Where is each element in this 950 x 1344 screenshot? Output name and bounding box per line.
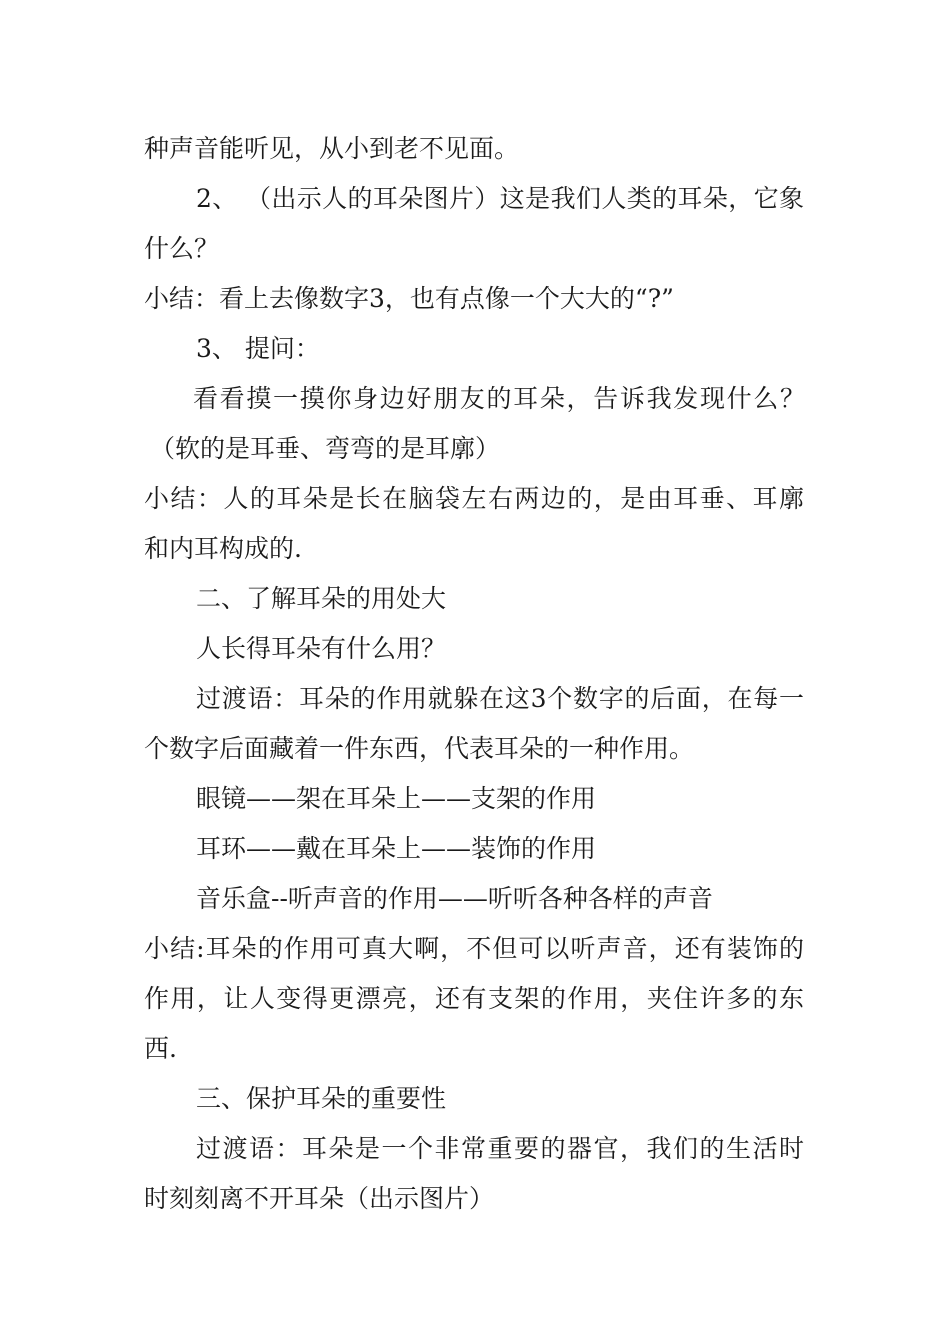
text-line: 人长得耳朵有什么用？ (196, 634, 447, 663)
summary-line: 小结：人的耳朵是长在脑袋左右两边的，是由耳垂、耳廓 (144, 484, 804, 513)
text-line: 过渡语：耳朵是一个非常重要的器官，我们的生活时 (196, 1134, 804, 1163)
text-line: 西. (144, 1034, 177, 1063)
text-line: 过渡语：耳朵的作用就躲在这3个数字的后面，在每一 (196, 684, 804, 713)
section-heading: 三、保护耳朵的重要性 (196, 1084, 447, 1113)
section-heading: 二、了解耳朵的用处大 (196, 584, 447, 613)
text-line: 个数字后面藏着一件东西，代表耳朵的一种作用。 (144, 734, 695, 763)
text-line: 2、 （出示人的耳朵图片）这是我们人类的耳朵，它象 (196, 184, 804, 213)
summary-line: 小结:耳朵的作用可真大啊，不但可以听声音，还有装饰的 (144, 934, 804, 963)
text-line: 什么？ (144, 234, 220, 263)
text-line: 时刻刻离不开耳朵（出示图片） (144, 1184, 495, 1213)
list-item: 眼镜——架在耳朵上——支架的作用 (196, 784, 597, 813)
text-line: 看看摸一摸你身边好朋友的耳朵，告诉我发现什么？ (193, 384, 805, 413)
text-line: 和内耳构成的. (144, 534, 302, 563)
text-line: 3、 提问： (196, 334, 320, 363)
list-item: 耳环——戴在耳朵上——装饰的作用 (196, 834, 597, 863)
text-line: 作用，让人变得更漂亮，还有支架的作用，夹住许多的东 (144, 984, 804, 1013)
summary-line: 小结：看上去像数字3，也有点像一个大大的“?” (144, 284, 674, 313)
text-line: 种声音能听见，从小到老不见面。 (144, 134, 520, 163)
list-item: 音乐盒--听声音的作用——听听各种各样的声音 (196, 884, 713, 913)
text-line: （软的是耳垂、弯弯的是耳廓） (150, 434, 501, 463)
